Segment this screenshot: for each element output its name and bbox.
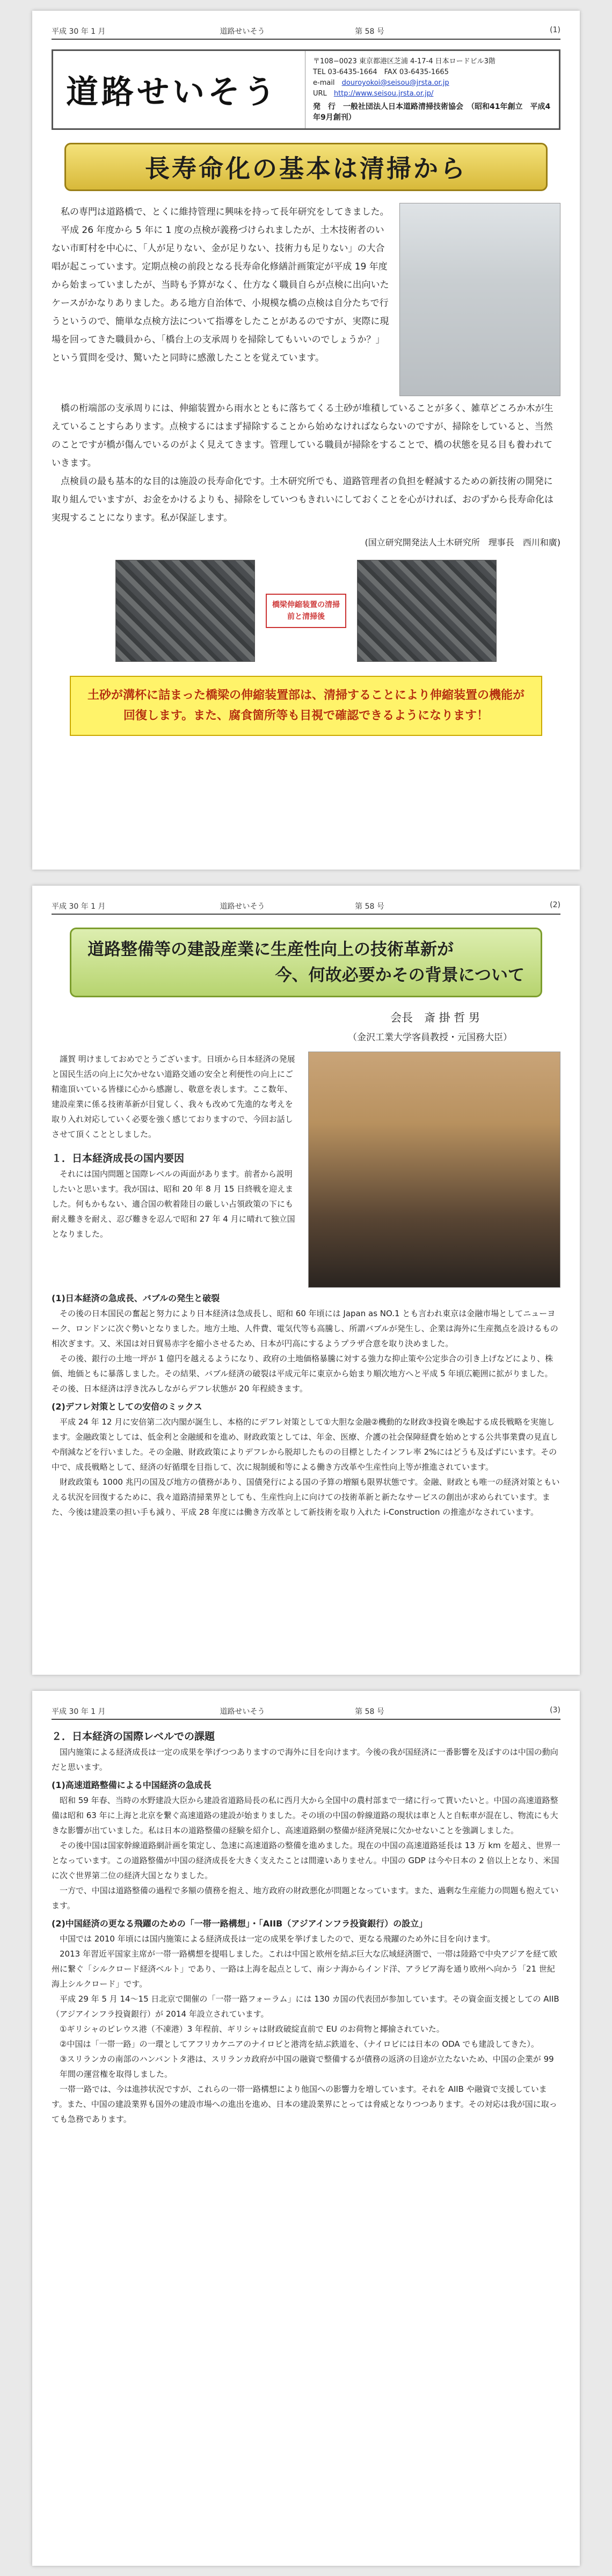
masthead-title: 道路せいそう xyxy=(53,51,305,128)
header-page-number: (1) xyxy=(550,26,560,34)
article-title-banner xyxy=(70,928,542,997)
email-label: e-mail xyxy=(313,79,335,87)
subsection-heading: (2)デフレ対策としての安倍のミックス xyxy=(52,1402,202,1412)
header-issue: 第 58 号 xyxy=(355,902,384,911)
callout-box: 土砂が溝杯に詰まった橋梁の伸縮装置部は、清掃することにより伸縮装置の機能が回復します。また、腐食箇所等も目視で確認できるようになります！ xyxy=(70,676,542,736)
publisher-line: 発 行 一般社団法人日本道路清掃技術協会 （昭和41年創立 平成4年9月創刊） xyxy=(313,103,551,122)
article-body-top xyxy=(52,203,560,396)
author-affiliation: （金沢工業大学客員教授・元国務大臣） xyxy=(348,1032,512,1043)
website-link[interactable]: http://www.seisou.jrsta.or.jp/ xyxy=(333,90,434,98)
article-text-column xyxy=(52,203,399,396)
url-label: URL xyxy=(313,90,327,98)
article-paragraph: 一方で、中国は道路整備の過程で多額の債務を抱え、地方政府の財政悪化が問題となっています。また、過剰な生産能力の問題も抱えています。 xyxy=(52,1886,559,1910)
article-paragraph: その後中国は国家幹線道路網計画を策定し、急速に高速道路の整備を進めました。現在の中国の高速道路延長は 13 万 km を超え、世界一となっています。この道路整備が中国の経済成長を大きく支えたことは間違いありません。中国の GDP は今や日本の 2 倍以上となり、米国に次ぐ世界第二位の経済大国となりました。 xyxy=(52,1841,560,1880)
article-paragraph: 平成 29 年 5 月 14〜15 日北京で開催の「一帯一路フォーラム」には 130 カ国の代表団が参加しています。その資金面支援としての AIIB（アジアインフラ投資銀行）が 2014 年設立されています。 xyxy=(52,1994,559,2019)
example-list xyxy=(52,2022,560,2082)
header-page-number: (3) xyxy=(550,1706,560,1714)
section-heading: １．日本経済成長の国内要因 xyxy=(52,1152,185,1164)
article-paragraph: 財政政策も 1000 兆円の国及び地方の債務があり、国債発行による国の予算の増額も限界状態です。金融、財政とも唯一の経済対策ともいえる状況を回復するために、我々道路清掃業界としても、生産性向上に向けての技術革新と新たなサービスの創出が求められています。また、今後は建設業の担い手も減り、平成 28 年度には働き方改革として新技術を取り入れた i-Construction の推進がなされています。 xyxy=(52,1477,560,1517)
author-credit: (国立研究開発法人土木研究所 理事長 西川和廣) xyxy=(365,537,560,548)
article-paragraph: それには国内問題と国際レベルの両面があります。前者から説明したいと思います。我が国は、昭和 20 年 8 月 15 日終戦を迎えました。何もかもない、適合国の軟着陸目の厳しい占領政策の下にも耐え難きを耐え、忍び難きを忍んで昭和 27 年 4 月に晴れて独立国となりました。 xyxy=(52,1169,295,1239)
masthead-address: 〒108−0023 東京都港区芝浦 4-17-4 日本ロードビル3階 xyxy=(313,57,496,65)
subsection-heading: (1)日本経済の急成長、バブルの発生と破裂 xyxy=(52,1293,220,1303)
header-issue: 第 58 号 xyxy=(355,1707,384,1716)
header-date: 平成 30 年 1 月 xyxy=(52,902,106,911)
running-header xyxy=(52,1706,560,1720)
article-paragraph: 橋の桁端部の支承周りには、伸縮装置から雨水とともに落ちてくる土砂が堆積していることが多く、雑草どころか木が生えていることすらあります。点検するにはまず掃除することから始めなければならないのですが、掃除をしていると、当然のことですが橋が傷んでいるのがよく見えてきます。管理している職員が掃除をすることで、橋の状態を見る目も養われていきます。 xyxy=(52,403,553,469)
article-paragraph: 平成 26 年度から 5 年に 1 度の点検が義務づけられましたが、土木技術者のいない市町村を中心に、「人が足りない、金が足りない、技術力も足りない」の大合唱が起こっています。定期点検の前段となる長寿命化修繕計画策定が平成 19 年度から始まっていましたが、当時も予算がなく、仕方なく職員自らが点検に出向いたケースがかなりありました。ある地方自治体で、小規模な橋の点検は自分たちで行うというので、簡単な点検方法について指導をしたことがあるのですが、実際に現場を回ってきた職員から、「橋台上の支承周りを掃除してもいいのでしょうか？」という質問を受け、驚いたと同時に感激したことを覚えています。 xyxy=(52,225,389,363)
figure-caption: 橋梁伸縮装置の清掃前と清掃後 xyxy=(266,594,346,628)
newsletter-page-1 xyxy=(32,11,580,870)
list-item: ②中国は「一帯一路」の一環としてアフリカケニアのナイロビと港湾を結ぶ鉄道を、（ナイロビには日本の ODA でも建設してきた）。 xyxy=(60,2039,539,2049)
article-body-continued xyxy=(52,399,560,527)
article-paragraph: 国内施策による経済成長は一定の成果を挙げつつありますので海外に目を向けます。今後の我が国経済に一番影響を及ぼすのは中国の動向だと思います。 xyxy=(52,1747,558,1772)
article-paragraph: 点検員の最も基本的な目的は施設の長寿命化です。土木研究所でも、道路管理者の負担を軽減するための新技術の開発に取り組んでいますが、お金をかけるよりも、掃除をしていつもきれいにしておくことを心がければ、おのずから長寿命化は実現することになります。私が保証します。 xyxy=(52,476,553,523)
article-body-continued xyxy=(52,1291,560,1520)
article-paragraph: 中国では 2010 年頃には国内施策による経済成長は一定の成果を挙げましたので、更なる飛躍のため外に目を向けます。 xyxy=(60,1934,496,1944)
newsletter-page-2 xyxy=(32,886,580,1675)
article-paragraph: 私の専門は道路橋で、とくに維持管理に興味を持って長年研究をしてきました。 xyxy=(61,207,389,217)
article-paragraph: 平成 24 年 12 月に安倍第二次内閣が誕生し、本格的にデフレ対策として①大胆な金融②機動的な財政③投資を喚起する成長戦略を実施します。金融政策としては、低金利と金融緩和を進め、財政政策としては、年金、医療、介護の社会保障経費を始めとする公共事業費の見直しや削減などを行いました。その金融、財政政策によりデフレから脱却したものの目標としたインフレ率 2%にはどうも及ばずにいます。その中で、成長戦略として、経済の好循環を目指して、次に規制緩和等による働き方改革や生産性向上等が推進されています。 xyxy=(52,1417,558,1472)
author-portrait-photo xyxy=(399,203,560,396)
title-line-1: 道路整備等の建設産業に生産性向上の技術革新が xyxy=(88,940,454,959)
article-paragraph: 昭和 59 年春、当時の水野建設大臣から建設省道路局長の私に西月大から全国中の農村部まで一緒に行って貰いたいと。中国の高速道路整備は昭和 63 年に上海と北京を繋ぐ高速道路の建設が始まりました。その頃の中国の幹線道路の現状は車と人と自転車が混在し、物流にも大きな影響が出ていました。私は日本の道路整備の経験を紹介し、高速道路網の整備が経済発展に欠かせないことを強調しました。 xyxy=(52,1796,558,1835)
closing-paragraph: 一帯一路では、今は進捗状況ですが、これらの一帯一路構想により他国への影響力を増しています。それを AIIB や融資で支援しています。また、中国の建設業界も国外の建設市場への進出を進め、日本の建設業界にとっては脅威となりつつあります。その対応は我が国に取っても急務であります。 xyxy=(52,2084,557,2124)
title-line-2: 今、何故必要かその背景について xyxy=(275,966,524,985)
list-item: ①ギリシャのピレウス港（不凍港）3 年程前、ギリシャは財政破綻直前で EU のお荷物と揶揄されていた。 xyxy=(60,2024,445,2034)
article-body xyxy=(52,1052,560,1288)
article-body xyxy=(52,1728,560,2127)
article-text-column xyxy=(52,1052,300,1288)
figure-row xyxy=(52,560,560,662)
article-paragraph: その後、銀行の土地一坪が 1 億円を越えるようになり、政府の土地価格暴騰に対する強力な抑止策や公定歩合の引き上げなどにより、株価、地価ともに暴落しました。その結果、バブル経済の破裂は平成元年に東京から始まり順次地方へと平成 5 年頃広範囲に拡がりました。その後、日本経済は浮き沈みしながらデフレ状態が 20 年程続きます。 xyxy=(52,1354,553,1393)
list-item: ③スリランカの南部のハンバントタ港は、スリランカ政府が中国の融資で整備するが債務の返済の目途が立たないため、中国の企業が 99 年間の運営権を取得しました。 xyxy=(60,2054,554,2079)
header-title: 道路せいそう xyxy=(220,27,265,36)
article-paragraph: 2013 年習近平国家主席が一帯一路構想を提唱しました。これは中国と欧州を結ぶ巨大な広域経済圏で、一帯は陸路で中央アジアを経て欧州に繋ぐ「シルクロード経済ベルト」であり、一路は上海を起点として、南シナ海からインド洋、アラビア海を通り欧州へ向かう「21 世紀海上シルクロード」です。 xyxy=(52,1949,558,1989)
email-link[interactable]: douroyokoi@seisou@jrsta.or.jp xyxy=(341,79,449,87)
subsection-heading: (1)高速道路整備による中国経済の急成長 xyxy=(52,1780,212,1790)
intro-paragraph: 謹賀 明けましておめでとうございます。日頃から日本経済の発展と国民生活の向上に欠かせない道路交通の安全と利便性の向上にご精進頂いている皆様に心から感謝し、敬意を表します。ここ数年、建設産業に係る技術革新が目覚しく、我々も改めて先進的な考えを取り入れ対応していく必要を強く感じておりますので、今回お話しさせて頂くこととしました。 xyxy=(52,1054,295,1139)
author-name: 会長 斎 掛 哲 男 xyxy=(390,1011,480,1024)
before-cleaning-photo xyxy=(115,560,255,662)
subsection-heading: (2)中国経済の更なる飛躍のための「一帯一路構想」・「AIIB（アジアインフラ投資銀行）の設立」 xyxy=(52,1918,428,1929)
speaker-photo xyxy=(308,1052,560,1288)
header-date: 平成 30 年 1 月 xyxy=(52,27,106,36)
after-cleaning-photo xyxy=(357,560,497,662)
header-page-number: (2) xyxy=(550,901,560,909)
header-date: 平成 30 年 1 月 xyxy=(52,1707,106,1716)
masthead xyxy=(52,49,560,130)
section-heading: ２．日本経済の国際レベルでの課題 xyxy=(52,1731,215,1742)
header-title: 道路せいそう xyxy=(220,902,265,911)
running-header xyxy=(52,901,560,915)
article-paragraph: その後の日本国民の奮起と努力により日本経済は急成長し、昭和 60 年頃には Japan as NO.1 とも言われ東京は金融市場としてニューヨーク、ロンドンに次ぐ勢いとなりました。地方土地、人件費、電気代等も高騰し、所謂バブルが発生し、企業は海外に生産拠点を設けるもの相次ぎます。又、米国は対日貿易赤字を縮小させるため、日本が円高にするようプラザ合意を取り決めました。 xyxy=(52,1309,558,1348)
masthead-tel: TEL 03-6435-1664 FAX 03-6435-1665 xyxy=(313,68,449,76)
running-header xyxy=(52,26,560,40)
masthead-contact xyxy=(305,51,559,128)
newsletter-page-3 xyxy=(32,1691,580,2566)
headline-banner: 長寿命化の基本は清掃から xyxy=(64,143,548,191)
header-issue: 第 58 号 xyxy=(355,27,384,36)
header-title: 道路せいそう xyxy=(220,1707,265,1716)
